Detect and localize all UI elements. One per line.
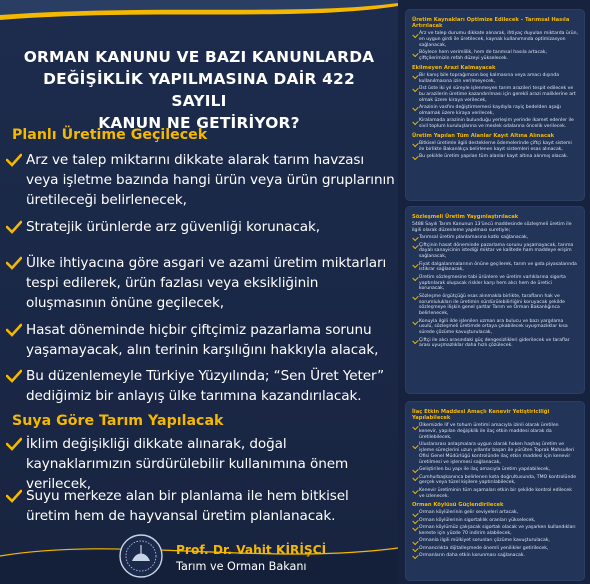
- preview-panel-1[interactable]: [406, 10, 584, 200]
- panel-heading: Orman Köylüsü Güçlendirilecek: [412, 502, 504, 509]
- list-item: [6, 217, 396, 237]
- ministry-emblem-icon: [118, 533, 164, 579]
- panel-list-item: Kenevir üretiminin tüm aşamaları etkin bir şekilde kontrol edilecek ve izlenecek.: [412, 488, 578, 500]
- panel-list-item: Çiftçinin hasat döneminde pazarlama sorunu yaşamayacak, tarıma dayalı sanayicinin istediği miktar ve kalitede ham maddeye erişim sağlanacak,: [412, 243, 578, 260]
- checkmark-icon: [6, 323, 22, 337]
- panel-list-item: Kiralamada arazinin bulunduğu yerleşim yerinde ikamet edenler ile sivil toplum kuruluşlarına ve meslek odalarına öncelik verilecek.: [412, 118, 578, 130]
- section-heading-water-based-farming: Suya Göre Tarım Yapılacak: [12, 413, 224, 429]
- list-item: [6, 434, 396, 494]
- list-item: [6, 320, 396, 360]
- section-heading-planned-production: Planlı Üretime Geçilecek: [12, 127, 208, 143]
- list-item-text: Ülke ihtiyacına göre asgari ve azami üretim miktarları tespi edilerek, ürün fazlası veya eksikliğinin oluşmasının önüne geçilecek,: [26, 255, 387, 311]
- list-item-text: İklim değişikliği dikkate alınarak, doğal kaynaklarımızın sürdürülebilir kullanımına önem verilecek,: [26, 436, 349, 492]
- panel-list-item: Bitkisel üretimle ilgili desteklerne ödemelerinde çiftçi kayıt sistemi ile birlikte Bakanlıkça belirlenen kayıt sistemleri esas alınacak,: [412, 141, 578, 153]
- preview-panel-2[interactable]: [406, 207, 584, 393]
- panel-list-item: Orman köylümüz çalışacak sigortalı olacak ve yaşarken kullandıkları kereste için yüzde 70 indirim alabilecek,: [412, 525, 578, 537]
- checkmark-icon: [6, 437, 22, 451]
- panel-heading: Üretim Kaynakları Optimize Edilecek – Tarımsal Hasıla Artırılacak: [412, 17, 570, 30]
- panel-list-item: Sözleşme örgütçüğü esas alınmakla birlikte, tarafların hak ve sorumlulukları ile üretimin sürdürülebilirliğini koruyacak şekilde sözleşmeye ilişkin genel şartlar Tarım ve Orman Bakanlığınca belirlenecek,: [412, 294, 578, 317]
- signatory-title: Tarım ve Orman Bakanı: [176, 560, 307, 573]
- list-item-text: Suyu merkeze alan bir planlama ile hem bitkisel üretim hem de hayvansal üretim planlanacak.: [26, 488, 349, 524]
- checkmark-icon: [6, 220, 22, 234]
- panel-list-item: Bir kanış bile toprağımızın boş kalmasına veya amacı dışında kullanılmasına izin verilmeyecek,: [412, 73, 578, 85]
- title-line: KANUN NE GETİRİYOR?: [98, 114, 300, 132]
- panel-heading: İlaç Etkin Maddesi Amaçlı Kenevir Yetiştiriciliği Yapılabilecek: [412, 409, 550, 422]
- panel-list-item: Uluslararası anlaşmalara uygun olarak hoken haşhaş üretim ve işleme süreçlerini uzun yıllardır başarı ile yürüten Toprak Mahsulleri Ofisi Genel Müdürlüğü kontrolünde ilaç etkin maddesi için kenevir üretilmesi ve işlenmesi sağlanacak,: [412, 442, 578, 465]
- checkmark-icon: [6, 153, 22, 167]
- panel-list-item: Ormancılıkta dijitalleşmede önemli yenilikler getirilecek,: [412, 546, 578, 552]
- panel-list-item: Ormanların daha etkin korunması sağlanacak.: [412, 553, 578, 559]
- panel-list-item: Üst üste iki yıl süreyle işlenmeyen tarım arazileri tespit edilecek ve bu arazilerin üretime kazandırılması için gerekli arazi maliklerine art olmak üzere kiraya verilecek,: [412, 86, 578, 103]
- panel-list-item: Geliştirilen bu yapı ile ilaç amacıyla üretim yapılabilecek,: [412, 467, 578, 473]
- panel-list-item: Tarımsal üretim planlamasına katkı sağlanacak,: [412, 235, 578, 241]
- panel-list-item: Orman köylülerinin sigortalılık oranları yükselecek,: [412, 518, 578, 524]
- panel-list-item: Fiyat dalgalanmalarının önüne geçilerek, tarım ve gıda piyasalarında istikrar sağlanacak,: [412, 262, 578, 274]
- list-item-text: Arz ve talep miktarını dikkate alarak tarım havzası veya işletme bazında hangi ürün veya ürün gruplarının üretileceği belirlenecek,: [26, 152, 395, 208]
- list-item: [6, 366, 396, 406]
- panel-list-item: Orman köylülerinin gelir seviyeleri artacak,: [412, 510, 578, 516]
- panel-list-item: Ülkemizde lif ve tohum üretimi amacıyla izinli olarak üretilen kenevir, yapılan değişiklik ile ilaç etkin maddesi olarak da üretilebilecek,: [412, 423, 578, 440]
- panel-paragraph: 5488 Sayılı Tarım Kanunun 13'üncü maddesinde sözleşmeli üretim ile ilgili olarak düzenleme yapılması suretiyle;: [412, 222, 572, 233]
- panel-list-item: Cumhurbaşkanınca belirlenen kota doğrultusunda, TMO kontrolünde gerçek veya tüzel kişilere yaptırılabilecek,: [412, 475, 578, 487]
- title-line: DEĞİŞİKLİK YAPILMASINA DAİR 422 SAYILI: [43, 70, 355, 110]
- list-item-text: Hasat döneminde hiçbir çiftçimiz pazarlama sorunu yaşamayacak, alın terinin karşılığını hakkıyla alacak,: [26, 322, 379, 358]
- list-item-text: Stratejik ürünlerde arz güvenliği korunacak,: [26, 219, 320, 235]
- top-wave-decoration: [0, 0, 398, 28]
- panel-list-item: Böylece hem verimlilik, hem de tarımsal hasıla artacak, çiftçilerimizin refah düzeyi yükselecek.: [412, 50, 578, 62]
- right-preview-column: [398, 0, 590, 584]
- checkmark-icon: [6, 489, 22, 503]
- panel-list-item: Arazinin vasfını değiştirmemesi kaydıyla rayiç bedelden aşağı olmamak üzere kiraya verilecek,: [412, 105, 578, 117]
- checkmark-icon: [6, 369, 22, 383]
- panel-heading: Ekilmeyen Arazi Kalmayacak: [412, 64, 496, 71]
- page-title: [18, 46, 380, 134]
- panel-list-item: Çiftçi ile alıcı arasındaki güç dengesizlikleri giderilecek ve taraflar arası uyuşmazlıklar daha hızlı çözülecek.: [412, 338, 578, 350]
- checkmark-icon: [6, 256, 22, 270]
- panel-heading: Sözleşmeli Üretim Yaygınlaştırılacak: [412, 214, 519, 220]
- panel-list-item: Arz ve talep durumu dikkate alınarak, ihtiyaç duyulan miktarda ürün, en uygun girdi ile üretilecek, kaynak kullanımında optimizasyon sağlanacak,: [412, 31, 578, 48]
- list-item: [6, 253, 396, 313]
- panel-heading: Üretim Yapılan Tüm Alanlar Kayıt Altına Alınacak: [412, 132, 555, 139]
- panel-list-item: Konuyla ilgili ilde işlenilen uzman ara bulucu ve bazı yargılama usulü, sözleşmeli üretimde ortaya çıkabilecek uyuşmazlıklar kısa sürede çözüme kavuşturulacak,: [412, 319, 578, 336]
- title-line: ORMAN KANUNU VE BAZI KANUNLARDA: [23, 48, 375, 66]
- list-item: [6, 150, 396, 210]
- panel-list-item: Ormanla ilgili mülkiyet sorunları çözüme kavuşturulacak,: [412, 538, 578, 544]
- preview-panel-3[interactable]: [406, 402, 584, 580]
- signatory-name: Prof. Dr. Vahit KİRİŞCİ: [176, 543, 327, 557]
- list-item: [6, 486, 396, 526]
- panel-list-item: Bu şekilde üretim yapılan tüm alanlar kayıt altına alınmış olacak.: [412, 154, 578, 160]
- panel-list-item: Üretim sözleşmesine tabi ürünlere ve üretim varlıklarına sigorta yaptırılarak oluşacak riskler karşı hem alıcı hem de üretici korunacak,: [412, 275, 578, 292]
- list-item-text: Bu düzenlemeyle Türkiye Yüzyılında; “Sen Üret Yeter” dediğimiz bir anlayış ülke tarımına kazandırılacak.: [26, 368, 385, 404]
